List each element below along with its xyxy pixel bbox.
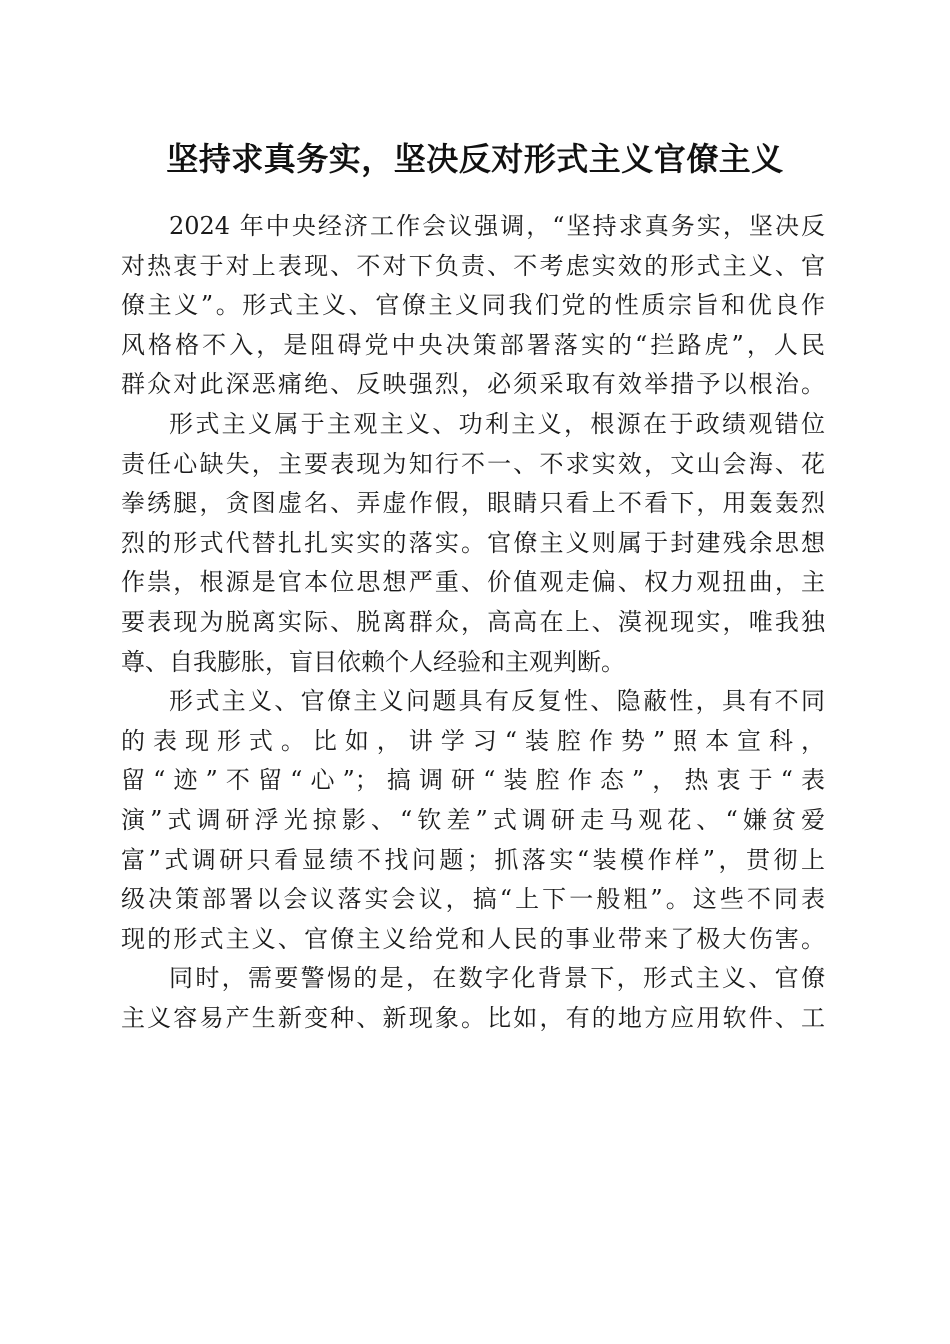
text-line: 同时，需要警惕的是，在数字化背景下，形式主义、官僚 <box>169 964 825 993</box>
text-line: 拳绣腿，贪图虚名、弄虚作假，眼睛只看上不看下，用轰轰烈 <box>121 489 825 518</box>
text-line: 主义容易产生新变种、新现象。比如，有的地方应用软件、工 <box>121 1003 825 1032</box>
text-line: 作祟，根源是官本位思想严重、价值观走偏、权力观扭曲，主 <box>121 568 825 597</box>
text-line: 群众对此深恶痛绝、反映强烈，必须采取有效举措予以根治。 <box>121 370 825 399</box>
document-title: 坚持求真务实，坚决反对形式主义官僚主义 <box>166 140 784 178</box>
text-line: 2024 年中央经济工作会议强调，“坚持求真务实，坚决反 <box>169 212 825 240</box>
text-line: 烈的形式代替扎扎实实的落实。官僚主义则属于封建残余思想 <box>121 528 825 557</box>
text-line: 富”式调研只看显绩不找问题；抓落实“装模作样”，贯彻上 <box>121 845 825 874</box>
text-line: 级决策部署以会议落实会议，搞“上下一般粗”。这些不同表 <box>121 885 825 914</box>
text-line: 僚主义”。形式主义、官僚主义同我们党的性质宗旨和优良作 <box>121 291 825 320</box>
text-line: 责任心缺失，主要表现为知行不一、不求实效，文山会海、花 <box>121 449 825 478</box>
text-line: 形式主义属于主观主义、功利主义，根源在于政绩观错位 <box>169 409 825 438</box>
text-line: 要表现为脱离实际、脱离群众，高高在上、漠视现实，唯我独 <box>121 607 825 636</box>
text-line: 现的形式主义、官僚主义给党和人民的事业带来了极大伤害。 <box>121 924 825 953</box>
paragraph-2 <box>121 405 825 682</box>
text-line: 的表现形式。比如，讲学习“装腔作势”照本宣科， <box>121 726 825 755</box>
text-line: 风格格不入，是阻碍党中央决策部署落实的“拦路虎”，人民 <box>121 330 825 359</box>
paragraph-1 <box>121 207 825 405</box>
paragraph-3 <box>121 682 825 959</box>
text-line: 对热衷于对上表现、不对下负责、不考虑实效的形式主义、官 <box>121 251 825 280</box>
paragraph-4 <box>121 959 825 1038</box>
text-line: 演”式调研浮光掠影、“钦差”式调研走马观花、“嫌贫爱 <box>121 805 825 834</box>
document-body <box>121 207 825 1038</box>
text-line: 留“迹”不留“心”；搞调研“装腔作态”，热衷于“表 <box>121 766 825 795</box>
text-line: 形式主义、官僚主义问题具有反复性、隐蔽性，具有不同 <box>169 687 825 716</box>
text-line: 尊、自我膨胀，盲目依赖个人经验和主观判断。 <box>121 647 625 676</box>
